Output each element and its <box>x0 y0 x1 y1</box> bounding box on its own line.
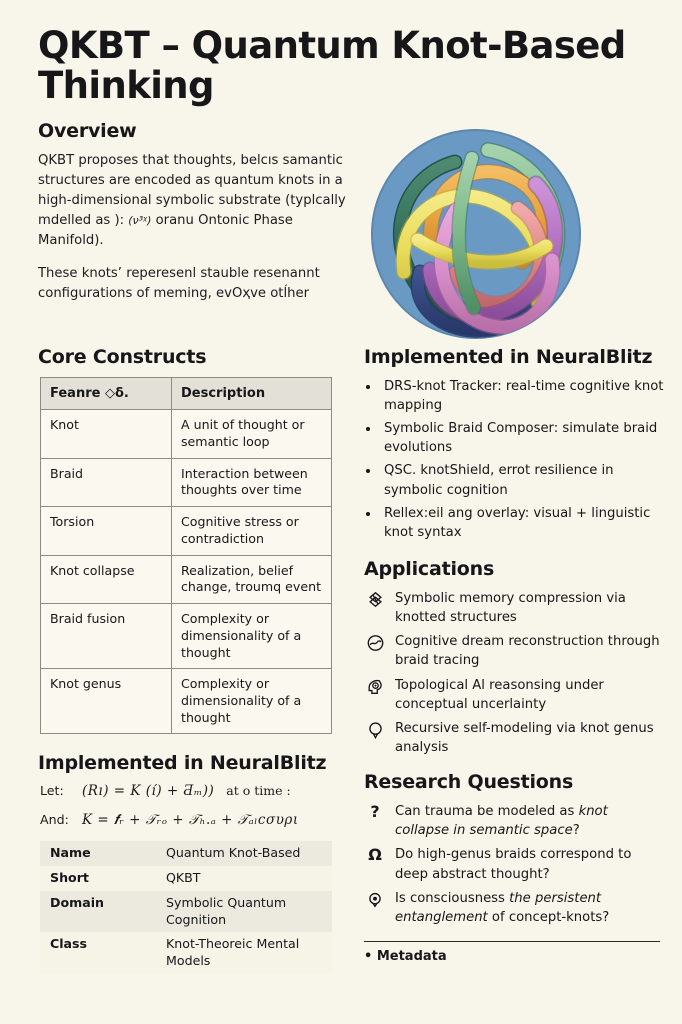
list-item-label <box>395 802 664 840</box>
question-mark-glyph: ? <box>370 802 380 822</box>
overview-p1-sub: (ν³ᵡ) <box>128 214 152 228</box>
overview-paragraph-1 <box>38 151 346 251</box>
table-row <box>41 604 332 669</box>
formula-row-and <box>40 812 346 828</box>
list-item-label: Topological Al reasonsing under conceptual uncerlainty <box>395 677 604 712</box>
overview-p1-b: oranu Ontonic Phase Manifold). <box>38 213 293 249</box>
research-questions-heading: Research Questions <box>364 771 574 794</box>
cell-description: Complexity or dimensionality of a thought <box>172 669 332 734</box>
metadata-key: Class <box>50 936 88 952</box>
list-item-label: Recursive self-modeling via knot genus analysis <box>395 720 654 756</box>
cell-description: Interaction between thoughts over time <box>172 458 332 506</box>
metadata-row <box>40 891 332 932</box>
formula-tail: at o time : <box>226 783 291 799</box>
page-title: QKBT – Quantum Knot-Based Thinking <box>38 24 626 107</box>
rq-text-b: ? <box>572 823 580 839</box>
implemented-right-list <box>364 377 664 542</box>
metadata-value: QKBT <box>166 870 201 886</box>
table-row <box>41 669 332 734</box>
list-item <box>364 889 664 927</box>
list-item: • Symbolic Braid Composer: simulate braid evolutions <box>380 419 664 457</box>
metadata-key: Domain <box>50 894 105 910</box>
list-item <box>364 676 664 714</box>
formula-expression: (Rı) = K (ı́) + Ƌₘ)) <box>82 783 215 800</box>
overview-paragraph-2: These knots’ reperesenl stauble resenannt configurations of meming, evОҳve otĺher <box>38 266 320 302</box>
cell-feature: Knot genus <box>41 669 172 734</box>
left-column <box>38 346 346 974</box>
metadata-table <box>40 841 332 973</box>
table-row <box>41 507 332 555</box>
overview-heading: Overview <box>38 119 137 142</box>
question-mark-icon <box>364 802 386 825</box>
formula-row-let <box>40 783 346 799</box>
metadata-row <box>40 841 332 866</box>
cell-description: A unit of thought or semantic loop <box>172 410 332 458</box>
metadata-row <box>40 866 332 891</box>
right-column <box>364 346 664 964</box>
list-item-label: Symbolic memory compression via knotted structures <box>395 591 626 626</box>
cell-description: Cognitive stress or contradiction <box>172 507 332 555</box>
metadata-row <box>40 932 332 973</box>
overview-p1-a: QKBT proposes that thoughts, belcıs samantic structures are encoded as quantum knots in a high-dimensional symbolic substrate (typlcally mdelled as ): <box>38 152 346 229</box>
formula-label: Let: <box>40 783 64 799</box>
list-item <box>364 632 664 670</box>
cell-description: Complexity or dimensionality of a thought <box>172 604 332 669</box>
metadata-value: Symbolic Quantum Cognition <box>166 894 287 927</box>
list-item <box>364 719 664 757</box>
formula-expression: Κ = 𝒇ᵣ + 𝒯ᵣₒ + 𝒯ₕ.ₐ + 𝒯ₐₗϲσυρι <box>82 812 299 829</box>
quantum-knot-illustration <box>360 122 592 346</box>
footer-note: • Metadata <box>364 949 447 964</box>
list-item: • Rellex:eil ang overlay: visual + linguistic knot syntax <box>380 504 664 542</box>
rq-text-a: Can trauma be modeled as <box>395 804 579 820</box>
rq-text-em: the persistent entanglement <box>395 890 602 925</box>
overview-block <box>38 120 346 317</box>
metadata-value: Knot-Theoreic Mental Models <box>166 936 300 969</box>
column-header-feature: Feanre ◇ẟ. <box>41 377 172 409</box>
cell-feature: Braid fusion <box>41 604 172 669</box>
cell-description: Realization, belief change, troumq event <box>172 555 332 603</box>
cell-feature: Braid <box>41 458 172 506</box>
list-item: • QSC. knotShield, errot resilience in symbolic cognition <box>380 461 664 499</box>
rq-text-b: of concept-knots? <box>487 909 610 925</box>
list-item-label <box>395 889 664 927</box>
cell-feature: Torsion <box>41 507 172 555</box>
table-row <box>41 410 332 458</box>
implemented-left-heading: Implemented in NeuralBlitz <box>38 752 327 775</box>
list-item: • DRS-knot Tracker: real-time cognitive knot mapping <box>380 377 664 415</box>
cell-feature: Knot collapse <box>41 555 172 603</box>
list-item-label: Cognitive dream reconstruction through braid tracing <box>395 634 660 669</box>
knot-tangle-icon <box>364 589 386 612</box>
rq-text-em: knot collapse in semantic space <box>395 804 608 839</box>
eye-circle-icon <box>364 889 386 912</box>
research-questions-list <box>364 802 664 927</box>
applications-heading: Applications <box>364 558 495 581</box>
applications-list <box>364 589 664 757</box>
metadata-key: Name <box>50 845 91 861</box>
table-header-row <box>41 377 332 409</box>
head-profile-icon <box>364 676 386 699</box>
list-item-label <box>395 845 664 883</box>
rq-text-a: Do high-genus braids correspond to deep abstract thought? <box>395 847 632 882</box>
omega-icon <box>364 845 386 868</box>
table-row <box>41 458 332 506</box>
table-row <box>41 555 332 603</box>
ring-loop-icon <box>364 719 386 742</box>
hero-section <box>38 120 646 346</box>
list-item <box>364 589 664 627</box>
core-constructs-table <box>40 377 332 735</box>
dream-cloud-icon <box>364 632 386 655</box>
footer-divider <box>364 941 660 942</box>
rq-text-a: Is consciousness <box>395 890 510 906</box>
column-header-description: Description <box>172 377 332 409</box>
content-columns <box>38 345 664 974</box>
core-constructs-heading: Core Constructs <box>38 345 207 368</box>
cell-feature: Knot <box>41 410 172 458</box>
list-item <box>364 802 664 840</box>
formula-label: And: <box>40 812 69 828</box>
formula-block <box>40 783 346 828</box>
omega-glyph: Ω <box>368 845 382 865</box>
metadata-value: Quantum Knot-Based <box>166 845 301 861</box>
implemented-right-heading: Implemented in NeuralBlitz <box>364 345 653 368</box>
metadata-key: Short <box>50 870 89 886</box>
list-item <box>364 845 664 883</box>
